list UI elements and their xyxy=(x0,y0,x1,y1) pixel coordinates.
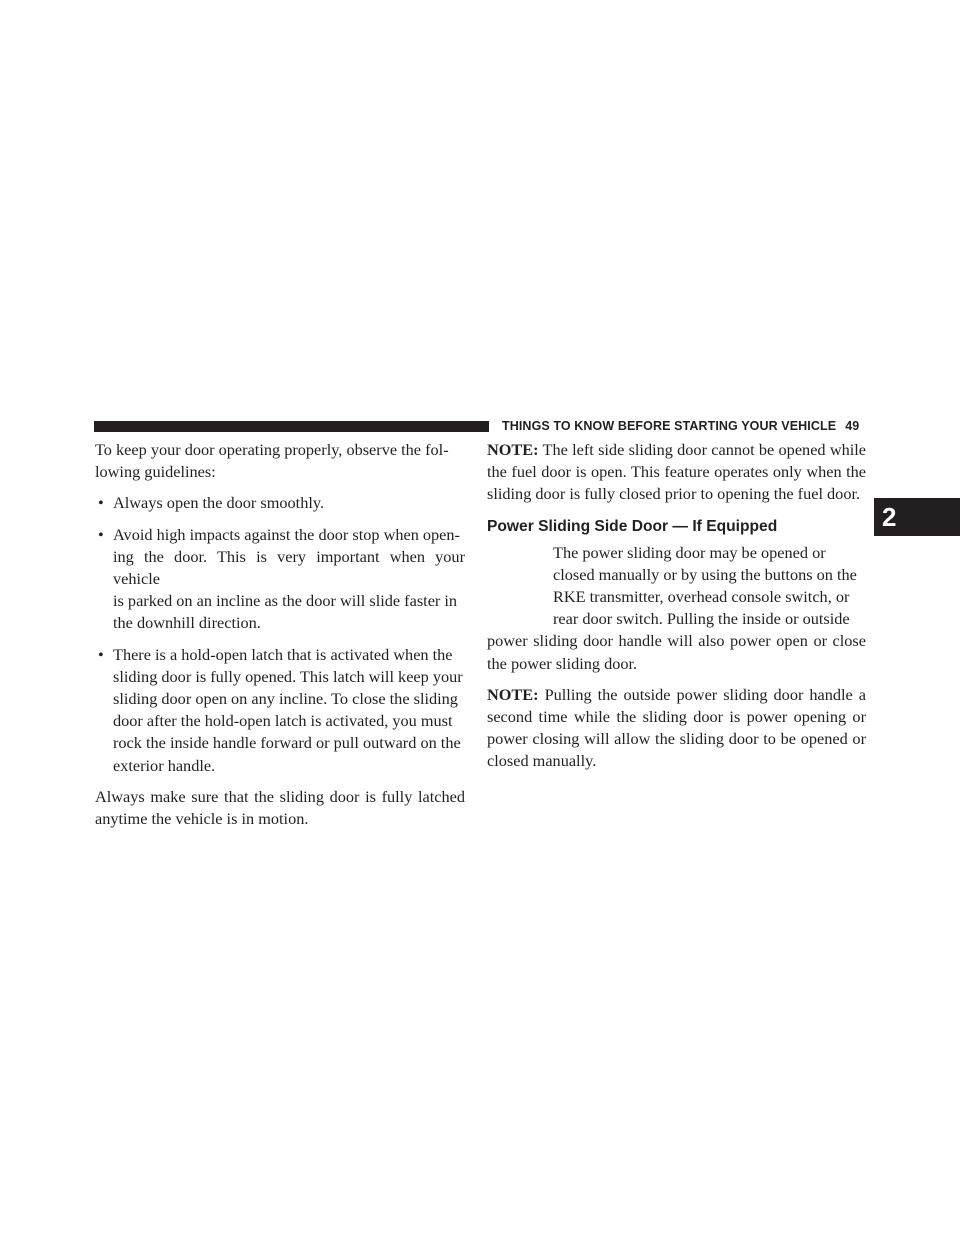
guidelines-list xyxy=(95,492,465,776)
note-manual-operation: NOTE: Pulling the outside power sliding door handle a second time while the sliding door is power opening or power closing will allow the sliding door to be opened or closed manually. xyxy=(487,684,866,771)
list-item: • There is a hold-open latch that is activated when the sliding door is fully opened. This latch will keep your sliding door open on any incline. To close the sliding door after the hold-open latch is activated, you must rock the inside handle forward or pull outward on the exterior handle. xyxy=(98,644,463,775)
note-label: NOTE: xyxy=(487,440,539,459)
bullet-icon: • xyxy=(98,644,104,664)
left-column xyxy=(95,439,465,830)
note-fuel-door: NOTE: The left side sliding door cannot be opened while the fuel door is open. This feature operates only when the sliding door is fully closed prior to opening the fuel door. xyxy=(487,440,866,504)
section-heading: Power Sliding Side Door — If Equipped xyxy=(487,517,778,535)
bullet-icon: • xyxy=(98,493,104,513)
right-column xyxy=(487,439,866,773)
running-header xyxy=(502,417,864,435)
header-title: THINGS TO KNOW BEFORE STARTING YOUR VEHICLE xyxy=(502,419,837,433)
header-rule xyxy=(94,421,489,432)
closing-paragraph: Always make sure that the sliding door is fully latched anytime the vehicle is in motion. xyxy=(95,786,465,829)
power-door-paragraph: The power sliding door may be opened or closed manually or by using the buttons on the RKE transmitter, overhead console switch, or rear door switch. Pulling the inside or outside power sliding door handle will also power open or close the power sliding door. xyxy=(487,542,866,673)
intro-paragraph: To keep your door operating properly, observe the fol- lowing guidelines: xyxy=(95,440,449,482)
section-tab: 2 xyxy=(874,498,960,536)
page-number: 49 xyxy=(845,419,860,433)
list-item: • Avoid high impacts against the door stop when open- ing the door. This is very important when your vehicle is parked on an incline as the door will slide faster in the downhill direction. xyxy=(98,524,465,633)
note-label: NOTE: xyxy=(487,684,539,704)
list-item: • Always open the door smoothly. xyxy=(95,492,465,514)
bullet-icon: • xyxy=(98,524,104,544)
